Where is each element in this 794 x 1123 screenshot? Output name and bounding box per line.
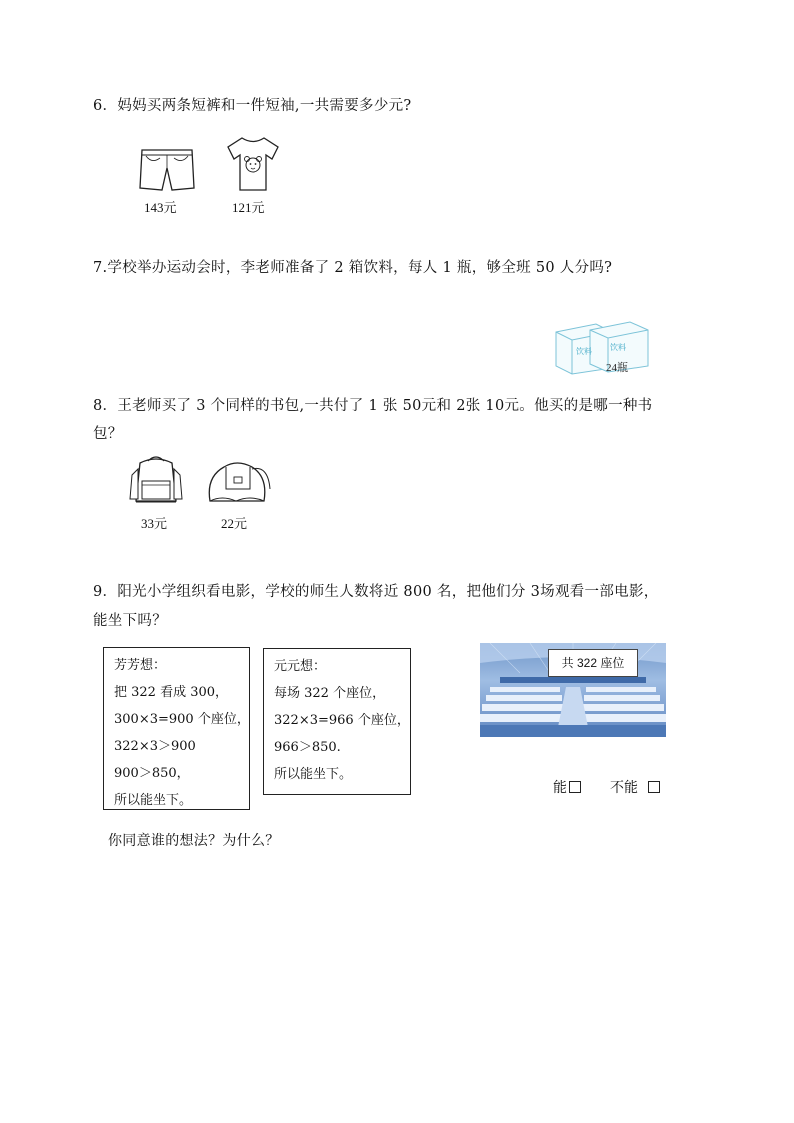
option-yes-checkbox[interactable]	[569, 781, 581, 793]
backpack-price: 33元	[141, 516, 168, 531]
fangfang-line-2: 把 322 看成 300，	[114, 685, 229, 700]
shoulder-bag-price: 22元	[221, 516, 248, 531]
yuanyuan-line-5: 所以能坐下。	[274, 767, 353, 782]
drink-boxes-icon	[550, 318, 656, 378]
option-yes[interactable]	[553, 777, 581, 797]
seat-count-label: 共 322 座位	[548, 649, 638, 677]
yuanyuan-thinking-box	[263, 648, 411, 795]
fangfang-line-5: 900＞850，	[114, 766, 190, 781]
option-no-label: 不能	[610, 779, 638, 795]
question-6-text: 6．妈妈买两条短裤和一件短袖,一共需要多少元?	[93, 98, 412, 114]
box-brand-label-2: 饮料	[610, 343, 626, 352]
fangfang-line-4: 322×3＞900	[114, 739, 196, 754]
yuanyuan-line-1: 元元想：	[274, 659, 327, 674]
shorts-price: 143元	[144, 200, 177, 215]
question-9-line1: 9．阳光小学组织看电影，学校的师生人数将近 800 名，把他们分 3场观看一部电影，	[93, 584, 659, 600]
question-8-line2: 包？	[93, 426, 123, 442]
yuanyuan-line-4: 966＞850.	[274, 740, 341, 755]
question-9-prompt: 你同意谁的想法？为什么？	[108, 833, 280, 849]
backpack-icon	[126, 455, 186, 507]
box-count-label: 24瓶	[606, 362, 628, 374]
tshirt-icon	[226, 135, 280, 193]
theater-photo	[480, 643, 666, 737]
fangfang-line-3: 300×3=900 个座位，	[114, 712, 250, 727]
option-no-checkbox[interactable]	[648, 781, 660, 793]
shoulder-bag-icon	[202, 455, 272, 507]
option-no[interactable]	[610, 777, 660, 797]
option-yes-label: 能	[553, 779, 567, 795]
fangfang-thinking-box	[103, 647, 250, 810]
tshirt-price: 121元	[232, 200, 265, 215]
question-7-text: 7.学校举办运动会时，李老师准备了 2 箱饮料，每人 1 瓶，够全班 50 人分吗?	[93, 260, 613, 276]
fangfang-line-1: 芳芳想：	[114, 658, 167, 673]
yuanyuan-line-3: 322×3=966 个座位，	[274, 713, 410, 728]
box-brand-label: 饮料	[576, 347, 592, 356]
yuanyuan-line-2: 每场 322 个座位，	[274, 686, 386, 701]
question-8-line1: 8．王老师买了 3 个同样的书包,一共付了 1 张 50元和 2张 10元。他买的是哪一种书	[93, 398, 653, 414]
shorts-icon	[138, 146, 196, 194]
fangfang-line-6: 所以能坐下。	[114, 793, 193, 808]
question-9-line2: 能坐下吗？	[93, 613, 167, 629]
